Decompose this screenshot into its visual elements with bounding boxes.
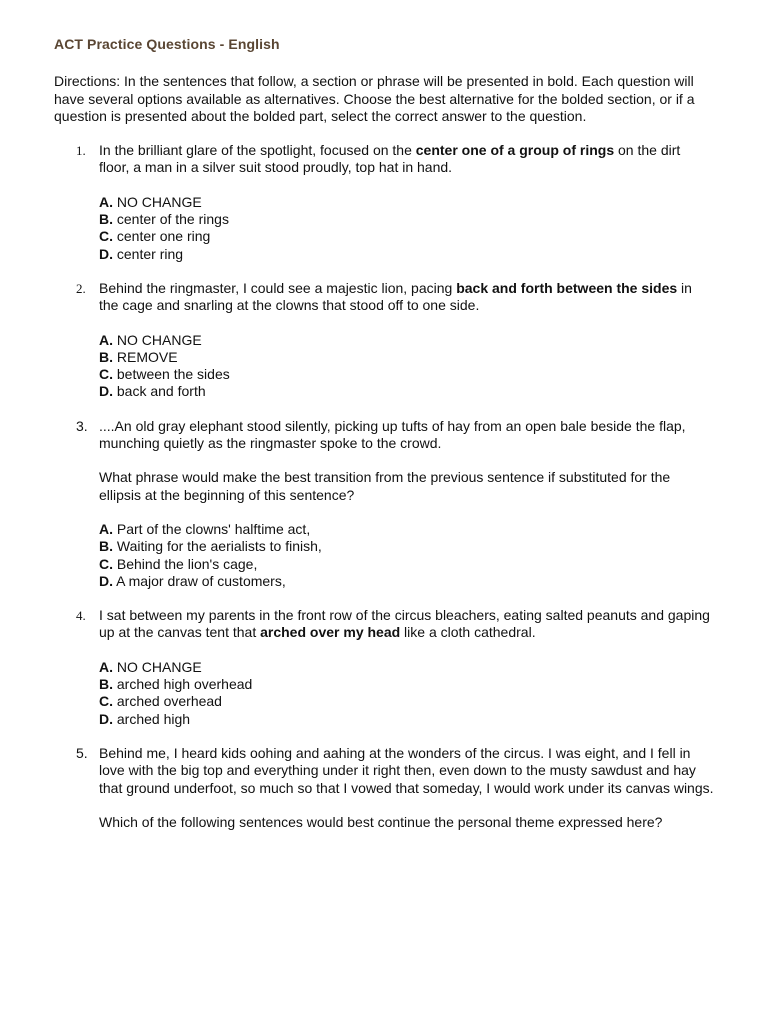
directions-text: Directions: In the sentences that follow, a section or phrase will be presented in bold. Each question will have several options available as alternatives. Choose the best alternative for the bolded section, or if a question is presented about the bolded part, select the correct answer to the question. <box>54 73 695 124</box>
option-letter: B. <box>99 676 113 693</box>
stem-text: like a cloth cathedral. <box>400 624 536 641</box>
option-c[interactable] <box>99 693 714 710</box>
bolded-phrase: back and forth between the sides <box>456 279 678 296</box>
option-letter: D. <box>99 710 113 727</box>
question-stem: Behind me, I heard kids oohing and aahing at the wonders of the circus. I was eight, and I fell in love with the big top and everything under it right then, even down to the musty sawdust and hay that ground underfoot, so much so that I vowed that someday, I would work under its canvas wings. <box>99 744 714 796</box>
option-a[interactable] <box>99 332 714 349</box>
option-letter: A. <box>99 193 113 210</box>
option-letter: C. <box>99 555 113 572</box>
option-text: between the sides <box>113 366 230 383</box>
option-text: arched high <box>113 710 191 727</box>
option-text: center ring <box>113 245 184 262</box>
question-3 <box>54 418 714 590</box>
option-c[interactable] <box>99 366 714 383</box>
option-text: A major draw of customers, <box>113 572 286 589</box>
option-text: center one ring <box>113 228 211 245</box>
question-prompt: What phrase would make the best transition from the previous sentence if substituted for the ellipsis at the beginning of this sentence? <box>99 469 671 503</box>
stem-text: on the dirt floor, a man in a silver suit stood proudly, top hat in hand. <box>99 142 681 176</box>
option-letter: A. <box>99 331 113 348</box>
option-letter: A. <box>99 520 113 537</box>
option-text: arched overhead <box>113 693 222 710</box>
question-list <box>54 142 714 831</box>
question-5 <box>54 745 714 831</box>
option-b[interactable] <box>99 676 714 693</box>
option-a[interactable] <box>99 194 714 211</box>
option-d[interactable] <box>99 246 714 263</box>
question-number: 4. <box>76 608 86 624</box>
option-d[interactable] <box>99 711 714 728</box>
option-d[interactable] <box>99 383 714 400</box>
option-a[interactable] <box>99 659 714 676</box>
question-number: 2. <box>76 280 86 296</box>
question-number: 3. <box>76 417 88 434</box>
option-text: back and forth <box>113 383 206 400</box>
bolded-phrase: arched over my head <box>260 624 401 641</box>
answer-options <box>99 194 714 263</box>
option-letter: D. <box>99 572 113 589</box>
bolded-phrase: center one of a group of rings <box>415 142 615 159</box>
option-text: center of the rings <box>113 211 229 228</box>
question-4 <box>54 607 714 728</box>
document-page <box>54 36 714 848</box>
option-text: NO CHANGE <box>113 193 202 210</box>
option-letter: B. <box>99 211 113 228</box>
stem-text: In the brilliant glare of the spotlight, focused on the <box>99 142 416 159</box>
option-letter: A. <box>99 658 113 675</box>
question-1 <box>54 142 714 263</box>
page-title: ACT Practice Questions - English <box>54 36 280 52</box>
question-stem <box>99 280 714 315</box>
option-letter: B. <box>99 348 113 365</box>
stem-text: I sat between my parents in the front row of the circus bleachers, eating salted peanuts and gaping up at the canvas tent that <box>99 607 710 641</box>
question-number: 5. <box>76 744 88 761</box>
option-letter: C. <box>99 693 113 710</box>
option-text: Behind the lion's cage, <box>113 555 258 572</box>
question-stem <box>99 142 714 177</box>
option-c[interactable] <box>99 556 714 573</box>
option-letter: B. <box>99 538 113 555</box>
option-b[interactable] <box>99 349 714 366</box>
option-text: NO CHANGE <box>113 331 202 348</box>
option-d[interactable] <box>99 573 714 590</box>
answer-options <box>99 659 714 728</box>
option-text: REMOVE <box>113 348 178 365</box>
question-stem: ....An old gray elephant stood silently, picking up tufts of hay from an open bale beside the flap, munching quietly as the ringmaster spoke to the crowd. <box>99 417 686 452</box>
option-letter: D. <box>99 245 113 262</box>
option-b[interactable] <box>99 211 714 228</box>
option-text: NO CHANGE <box>113 658 202 675</box>
stem-text: Behind the ringmaster, I could see a majestic lion, pacing <box>99 279 457 296</box>
question-prompt: Which of the following sentences would best continue the personal theme expressed here? <box>99 813 663 830</box>
option-a[interactable] <box>99 521 714 538</box>
answer-options <box>99 521 714 590</box>
option-letter: C. <box>99 366 113 383</box>
option-letter: C. <box>99 228 113 245</box>
option-c[interactable] <box>99 228 714 245</box>
option-text: Waiting for the aerialists to finish, <box>113 538 322 555</box>
option-text: arched high overhead <box>113 676 253 693</box>
question-number: 1. <box>76 143 86 159</box>
stem-text: in the cage and snarling at the clowns that stood off to one side. <box>99 279 692 314</box>
question-stem <box>99 607 714 642</box>
option-b[interactable] <box>99 538 714 555</box>
option-text: Part of the clowns' halftime act, <box>113 520 311 537</box>
answer-options <box>99 332 714 401</box>
option-letter: D. <box>99 383 113 400</box>
question-2 <box>54 280 714 401</box>
